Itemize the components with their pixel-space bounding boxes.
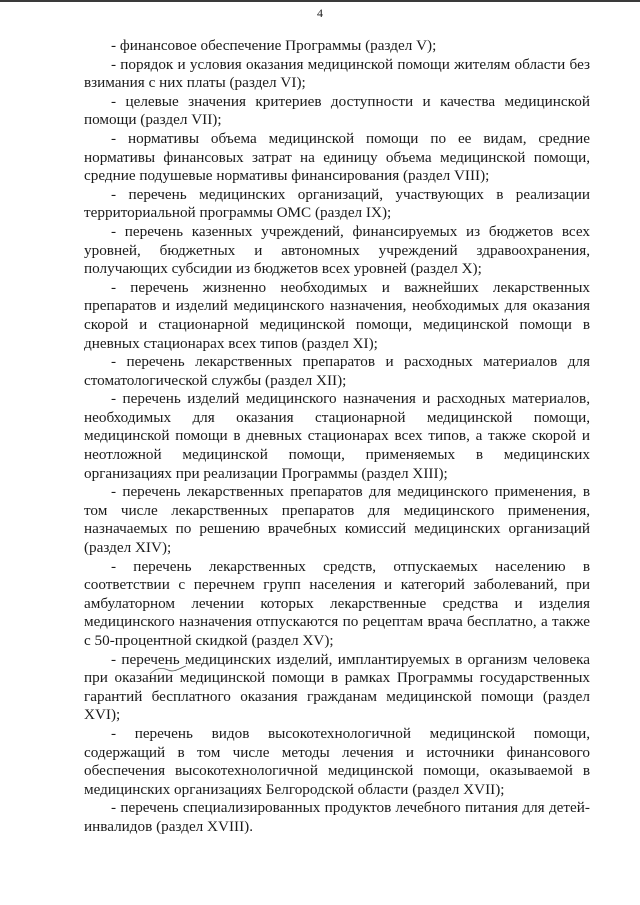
list-item: - нормативы объема медицинской помощи по ее видам, средние нормативы финансовых затрат на единицу объема медицинской помощи, средние подушевые нормативы финансирования (раздел VIII); [84,129,590,185]
top-rule [0,0,640,2]
list-item: - перечень специализированных продуктов лечебного питания для детей-инвалидов (раздел XVIII). [84,799,590,835]
list-item: - порядок и условия оказания медицинской помощи жителям области без взимания с них платы (раздел VI); [84,55,590,92]
list-item: - целевые значения критериев доступности и качества медицинской помощи (раздел VII); [84,92,590,129]
list-item: - перечень изделий медицинского назначения и расходных материалов, необходимых для оказания стационарной медицинской помощи, медицинской помощи в дневных стационарах всех типов, а также скорой и неотложной медицинской помощи, применяемых в медицинских организациях при реализации Программы (раздел XIII); [84,390,590,482]
list-item: - перечень жизненно необходимых и важнейших лекарственных препаратов и изделий медицинского назначения, необходимых для оказания скорой и стационарной медицинской помощи, медицинской помощи в дневных стационарах всех типов (раздел XI); [84,278,590,352]
page-number: 4 [317,6,323,20]
list-item: - перечень медицинских изделий, имплантируемых в организм человека при оказании медицинской помощи в рамках Программы государственных гарантий бесплатного оказания гражданам медицинской помощи (раздел XVI); [84,650,590,724]
list-item: - перечень видов высокотехнологичной медицинской помощи, содержащий в том числе методы лечения и источники финансового обеспечения высокотехнологичной медицинской помощи, оказываемой в медицинских организациях Белгородской области (раздел XVII); [84,724,590,798]
list-item: - перечень лекарственных препаратов для медицинского применения, в том числе лекарственных препаратов для медицинского применения, назначаемых по решению врачебных комиссий медицинских организаций (раздел XIV); [84,483,590,557]
list-item: - перечень казенных учреждений, финансируемых из бюджетов всех уровней, бюджетных и автономных учреждений здравоохранения, получающих субсидии из бюджетов всех уровней (раздел X); [84,222,590,278]
list-item: - перечень медицинских организаций, участвующих в реализации территориальной программы ОМС (раздел IX); [84,185,590,222]
list-item: - перечень лекарственных средств, отпускаемых населению в соответствии с перечнем групп населения и категорий заболеваний, при амбулаторном лечении которых лекарственные средства и изделия медицинского назначения отпускаются по рецептам врача бесплатно, а также с 50-процентной скидкой (раздел XV); [84,557,590,649]
list-item: - перечень лекарственных препаратов и расходных материалов для стоматологической службы (раздел XII); [84,353,590,389]
initial-mark [148,664,188,678]
document-body [84,37,590,837]
list-item: - финансовое обеспечение Программы (раздел V); [111,37,437,54]
